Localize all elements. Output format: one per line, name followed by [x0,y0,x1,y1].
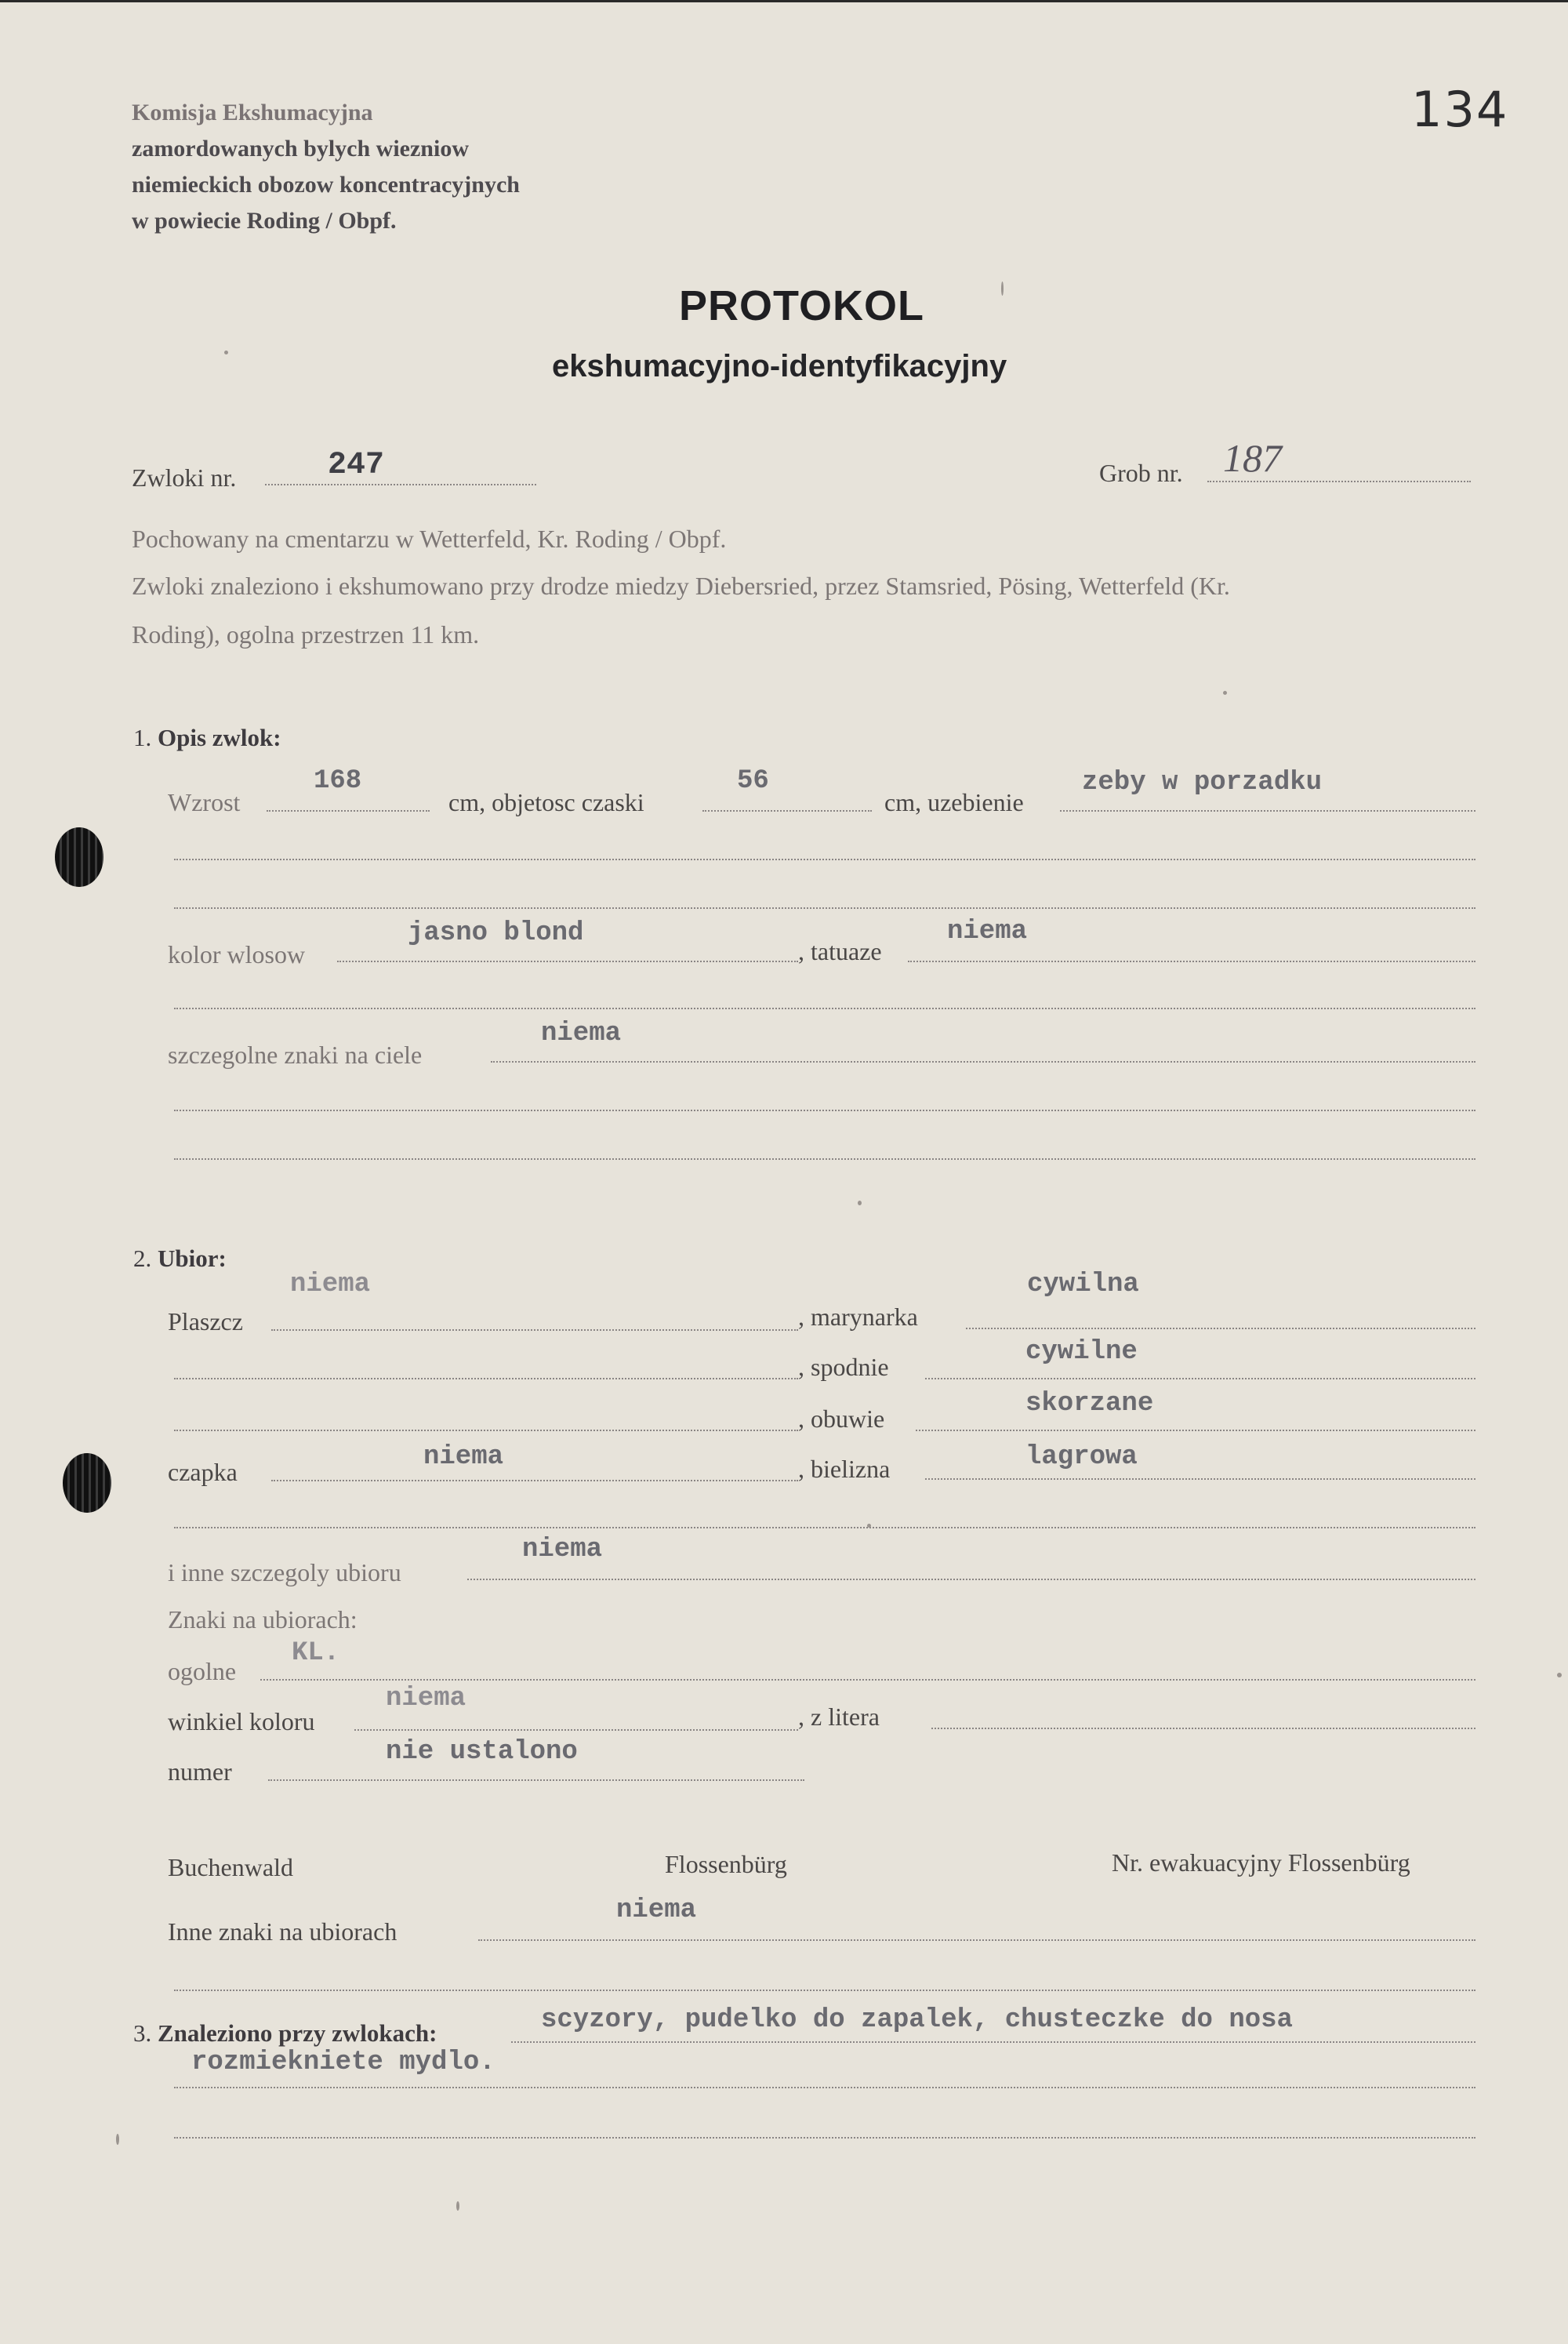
cm-uzebienie-label: cm, uzebienie [884,788,1024,816]
tatuaze-value: niema [947,917,1028,947]
paper-speck [1223,691,1227,695]
czapka-label: czapka [168,1458,238,1486]
marynarka-dotted-line [966,1328,1475,1329]
spodnie-left-dotted-line [174,1378,798,1379]
inne-szczegoly-dotted-line [467,1579,1475,1580]
spodnie-value: cywilne [1025,1337,1138,1367]
nr-ewakuacyjny-label: Nr. ewakuacyjny Flossenbürg [1112,1848,1410,1877]
obuwie-left-dotted-line [174,1430,798,1431]
inne-szczegoly-label: i inne szczegoly ubioru [168,1558,401,1586]
section-1-heading [133,724,281,752]
blank-line-9 [174,2137,1475,2139]
blank-line-3 [174,1008,1475,1009]
numer-label: numer [168,1757,232,1786]
burial-line-2: Zwloki znaleziono i ekshumowano przy drodze miedzy Diebersried, przez Stamsried, Pösing, Wetterfeld (Kr. [132,572,1230,600]
section-3-heading [133,2019,437,2048]
commission-line-3: niemieckich obozow koncentracyjnych [132,172,520,198]
page-number: 134 [1411,81,1509,138]
blank-line-4 [174,1110,1475,1111]
punch-hole-bottom [63,1453,111,1513]
znaki-na-ubiorach-label: Znaki na ubiorach: [168,1605,358,1634]
paper-speck [858,1201,862,1205]
z-litera-label: , z litera [798,1703,880,1731]
obuwie-dotted-line [916,1430,1475,1431]
zwloki-value: 247 [328,448,385,483]
ogolne-label: ogolne [168,1657,237,1685]
plaszcz-value: niema [290,1270,371,1299]
document-subtitle: ekshumacyjno-identyfikacyjny [552,349,1007,383]
uzebienie-value: zeby w porzadku [1082,768,1323,798]
bielizna-dotted-line [925,1478,1475,1480]
obuwie-label: , obuwie [798,1405,885,1433]
flossenburg-label: Flossenbürg [665,1850,787,1878]
found-items-line-1: scyzory, pudelko do zapalek, chusteczke do nosa [541,2005,1293,2035]
znaki-value: niema [541,1019,622,1048]
buchenwald-label: Buchenwald [168,1853,293,1881]
section-3-title: Znaleziono przy zwlokach: [158,2019,437,2047]
znaki-label: szczegolne znaki na ciele [168,1041,423,1069]
blank-line-7 [174,1990,1475,1991]
tatuaze-dotted-line [908,961,1475,962]
inne-szczegoly-value: niema [522,1535,603,1564]
wzrost-label: Wzrost [168,788,241,816]
grob-dotted-line [1207,481,1471,482]
winkiel-label: winkiel koloru [168,1707,315,1735]
commission-line-2: zamordowanych bylych wiezniow [132,136,469,162]
wlosy-value: jasno blond [408,918,584,948]
znaki-dotted-line [491,1061,1475,1063]
plaszcz-dotted-line [271,1329,798,1331]
document-title: PROTOKOL [679,282,925,329]
winkiel-dotted-line [354,1729,798,1731]
section-2-number: 2. [133,1245,152,1272]
tatuaze-label: , tatuaze [798,937,882,965]
cm-objetosc-label: cm, objetosc czaski [448,788,644,816]
czapka-value: niema [423,1442,504,1472]
czaszka-dotted-line [702,810,872,812]
czapka-dotted-line [271,1480,798,1481]
ogolne-value: KL. [292,1638,340,1668]
inne-znaki-dotted-line [478,1939,1475,1941]
paper-speck [1001,282,1004,296]
paper-speck [1557,1673,1562,1677]
section-3-dotted-line [511,2041,1475,2043]
found-items-line-2: rozmiekniete mydlo. [191,2048,495,2077]
blank-line-2 [174,907,1475,909]
wzrost-dotted-line [267,810,430,812]
section-3-number: 3. [133,2019,152,2047]
czaszka-value: 56 [737,766,769,796]
blank-line-6 [174,1527,1475,1528]
blank-line-8 [174,2087,1475,2088]
spodnie-label: , spodnie [798,1353,889,1381]
blank-line-5 [174,1158,1475,1160]
winkiel-value: niema [386,1684,466,1713]
grob-value: 187 [1223,436,1282,480]
paper-speck [867,1524,871,1528]
paper-speck [456,2201,459,2211]
commission-line-1: Komisja Ekshumacyjna [132,100,373,125]
wzrost-value: 168 [314,766,362,796]
zwloki-label: Zwloki nr. [132,463,237,492]
numer-dotted-line [268,1779,804,1781]
obuwie-value: skorzane [1025,1389,1154,1419]
section-1-title: Opis zwlok: [158,724,281,751]
litera-dotted-line [931,1728,1475,1729]
section-2-heading [133,1245,227,1273]
paper-speck [224,351,228,354]
section-2-title: Ubior: [158,1245,227,1272]
wlosy-label: kolor wlosow [168,940,306,968]
blank-line-1 [174,859,1475,860]
plaszcz-label: Plaszcz [168,1307,243,1336]
commission-line-4: w powiecie Roding / Obpf. [132,208,397,234]
wlosy-dotted-line [337,961,798,962]
section-1-number: 1. [133,724,152,751]
zwloki-dotted-line [265,484,536,485]
inne-znaki-value: niema [616,1895,697,1925]
inne-znaki-label: Inne znaki na ubiorach [168,1917,397,1946]
burial-line-3: Roding), ogolna przestrzen 11 km. [132,620,480,649]
burial-line-1: Pochowany na cmentarzu w Wetterfeld, Kr. Roding / Obpf. [132,525,727,553]
marynarka-value: cywilna [1027,1270,1139,1299]
ogolne-dotted-line [260,1679,1475,1681]
numer-value: nie ustalono [386,1737,578,1767]
bielizna-value: lagrowa [1025,1442,1138,1472]
paper-speck [116,2134,119,2145]
marynarka-label: , marynarka [798,1303,918,1331]
uzebienie-dotted-line [1060,810,1475,812]
spodnie-dotted-line [925,1378,1475,1379]
bielizna-label: , bielizna [798,1455,891,1483]
grob-label: Grob nr. [1099,459,1183,487]
punch-hole-top [55,827,103,887]
